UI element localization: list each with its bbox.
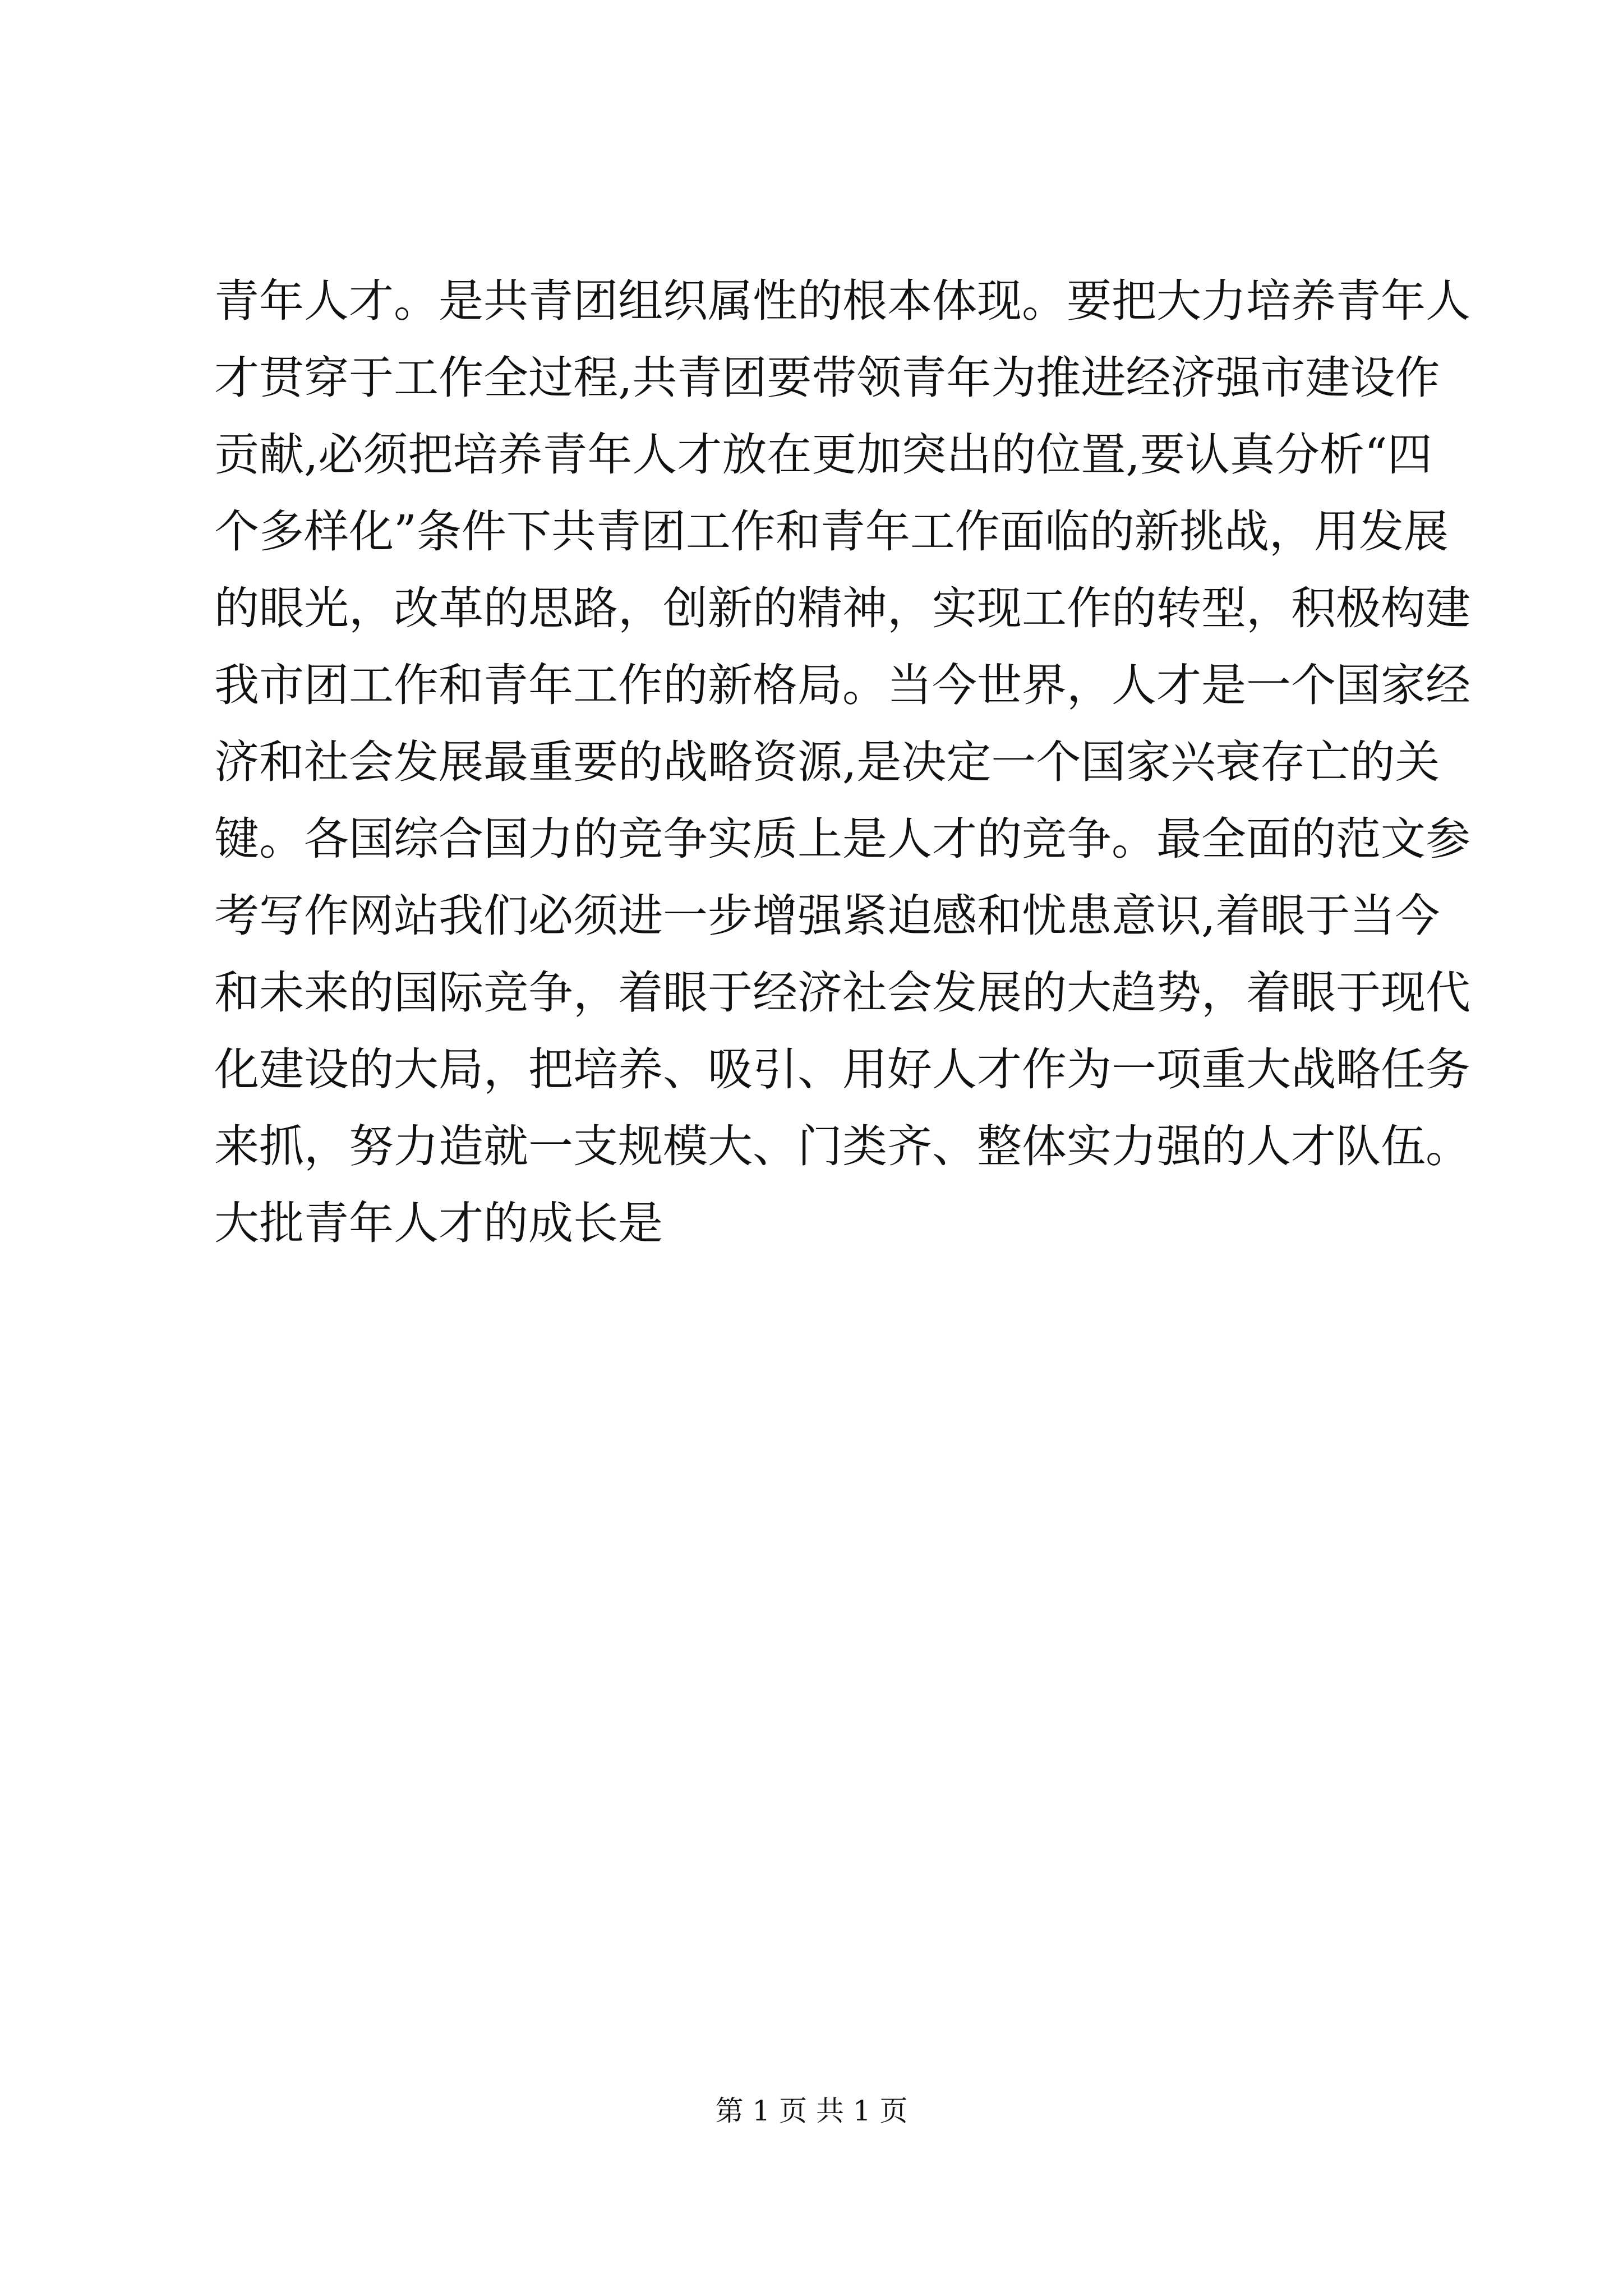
text-line: 济和社会发展最重要的战略资源,是决定一个国家兴衰存亡的关 bbox=[214, 736, 1440, 788]
text-line: 才贯穿于工作全过程,共青团要带领青年为推进经济强市建设作 bbox=[214, 352, 1440, 404]
page-footer: 第 1 页 共 1 页 bbox=[715, 2095, 908, 2127]
document-body bbox=[214, 263, 1470, 1262]
text-line: 来抓，努力造就一支规模大、门类齐、整体实力强的人才队伍。 bbox=[214, 1120, 1470, 1172]
text-line: 大批青年人才的成长是 bbox=[214, 1197, 663, 1249]
text-line: 考写作网站我们必须进一步增强紧迫感和忧患意识,着眼于当今 bbox=[214, 890, 1440, 942]
text-line: 的眼光，改革的思路，创新的精神，实现工作的转型，积极构建 bbox=[214, 582, 1470, 634]
text-line: 青年人才。是共青团组织属性的根本体现。要把大力培养青年人 bbox=[214, 275, 1470, 327]
text-line: 和未来的国际竞争，着眼于经济社会发展的大趋势，着眼于现代 bbox=[214, 967, 1470, 1019]
text-line: 贡献,必须把培养青年人才放在更加突出的位置,要认真分析“四 bbox=[214, 429, 1432, 481]
text-line: 化建设的大局，把培养、吸引、用好人才作为一项重大战略任务 bbox=[214, 1043, 1470, 1096]
text-line: 键。各国综合国力的竞争实质上是人才的竞争。最全面的范文参 bbox=[214, 813, 1470, 865]
text-line: 个多样化”条件下共青团工作和青年工作面临的新挑战，用发展 bbox=[214, 505, 1449, 558]
text-line: 我市团工作和青年工作的新格局。当今世界，人才是一个国家经 bbox=[214, 659, 1470, 711]
